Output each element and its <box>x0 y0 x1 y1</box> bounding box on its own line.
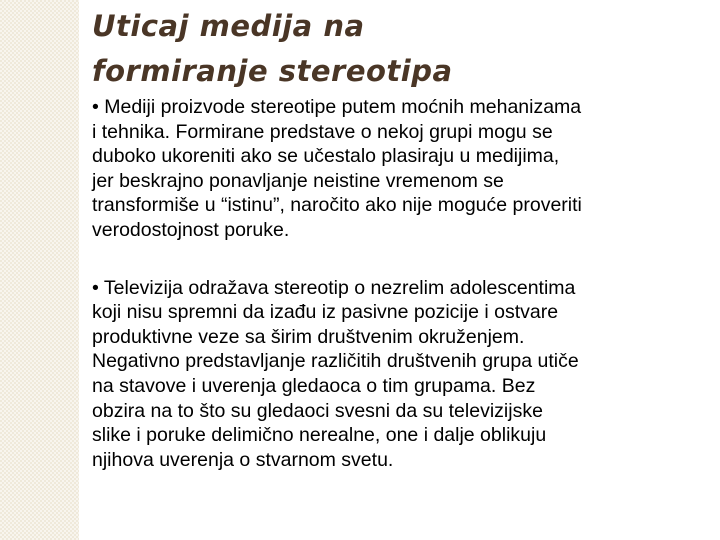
slide-body <box>92 95 704 472</box>
decorative-side-strip <box>0 0 79 540</box>
slide-title-line-2: formiranje stereotipa <box>92 54 453 88</box>
bullet-paragraph-television: • Televizija odražava stereotip o nezrelim adolescentima koji nisu spremni da izađu iz pasivne pozicije i ostvare produktivne veze sa širim društvenim okruženjem. Negativno predstavljanje različitih društvenih grupa utiče na stavove i uverenja gledaoca o tim grupama. Bez obzira na to što su gledaoci svesni da su televizijske slike i poruke delimično nerealne, one i dalje oblikuju njihova uverenja o stvarnom svetu. <box>92 276 579 471</box>
slide-title <box>92 4 702 94</box>
bullet-paragraph-media: • Mediji proizvode stereotipe putem moćnih mehanizama i tehnika. Formirane predstave o nekoj grupi mogu se duboko ukoreniti ako se učestalo plasiraju u medijima, jer beskrajno ponavljanje neistine vremenom se transformiše u “istinu”, naročito ako nije moguće proveriti verodostojnost poruke. <box>92 96 582 241</box>
slide-title-line-1: Uticaj medija na <box>92 9 365 43</box>
